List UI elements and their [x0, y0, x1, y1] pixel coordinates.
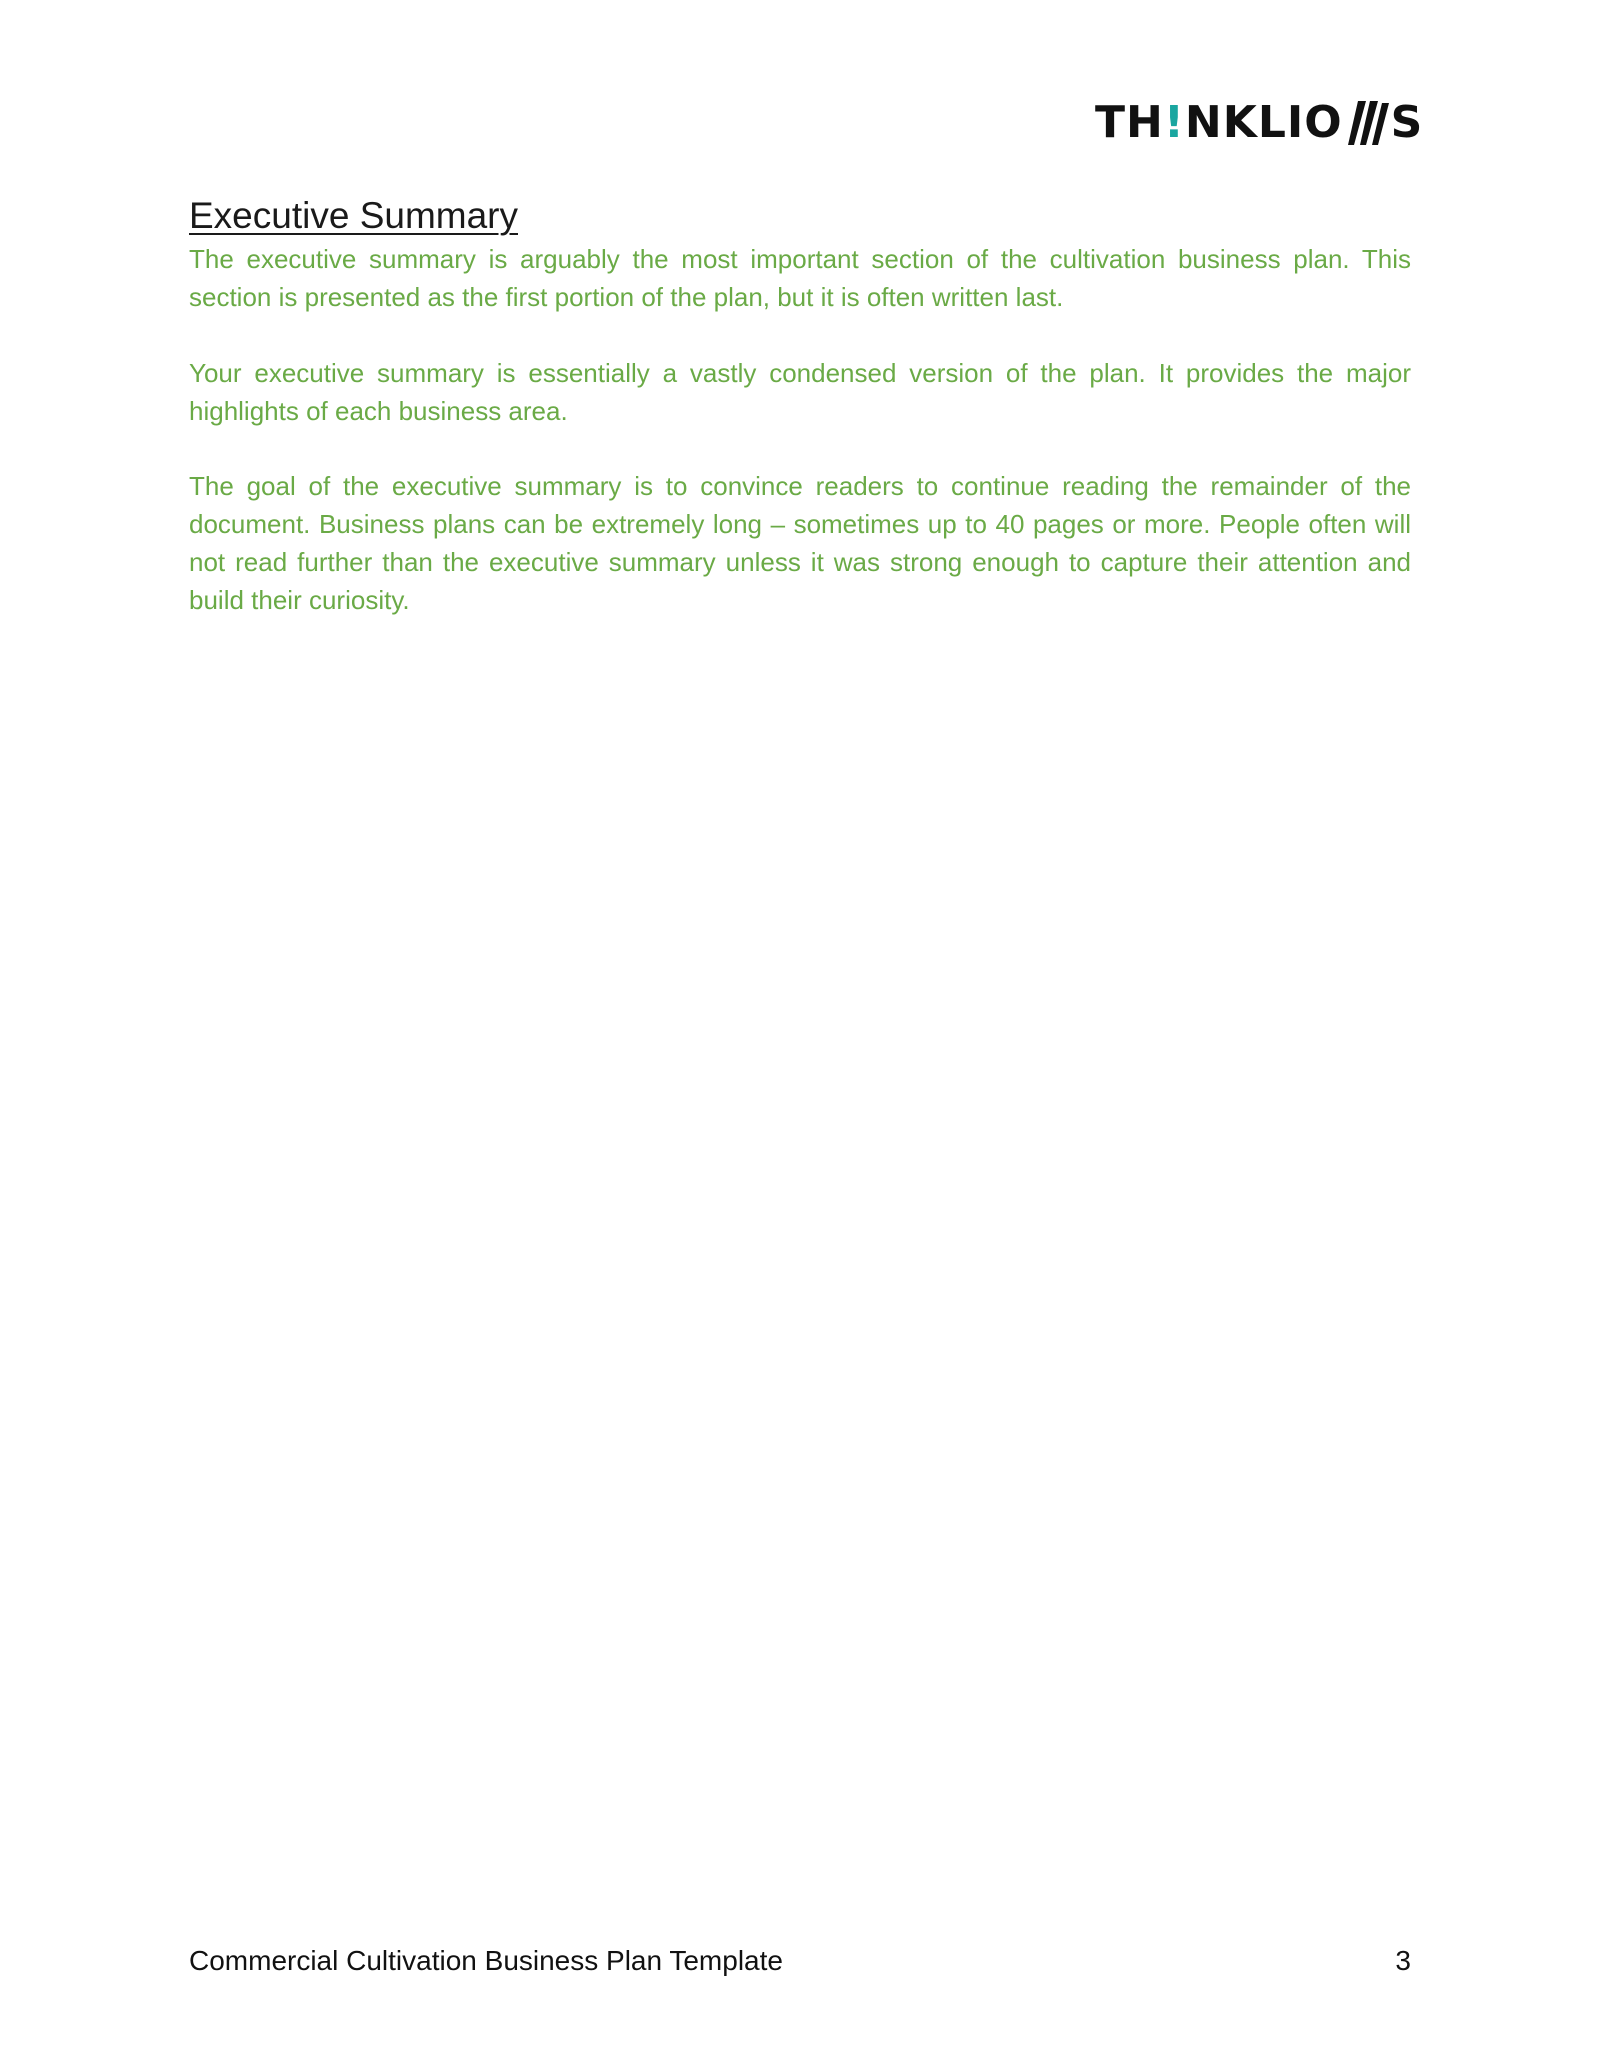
- footer-document-title: Commercial Cultivation Business Plan Template: [189, 1945, 783, 1976]
- footer-page-number: 3: [1395, 1945, 1411, 1976]
- section-heading: Executive Summary: [189, 195, 518, 236]
- logo-text-start: TH: [1095, 97, 1164, 148]
- claw-marks-icon: [1344, 99, 1390, 147]
- logo-text-end: S: [1390, 97, 1424, 148]
- logo-text-middle: NKLIO: [1184, 97, 1343, 148]
- paragraph-2: Your executive summary is essentially a vastly condensed version of the plan. It provides the major highlights of each business area.: [189, 358, 1411, 426]
- paragraph-3: The goal of the executive summary is to convince readers to continue reading the remainder of the document. Business plans can be extremely long – sometimes up to 40 pages or more. People often will not read further than the executive summary unless it was strong enough to capture their attention and build their curiosity.: [189, 471, 1411, 615]
- logo-accent-glyph: !: [1163, 97, 1185, 148]
- thinklions-logo: [1095, 97, 1423, 149]
- paragraph-1: The executive summary is arguably the most important section of the cultivation business plan. This section is presented as the first portion of the plan, but it is often written last.: [189, 244, 1411, 312]
